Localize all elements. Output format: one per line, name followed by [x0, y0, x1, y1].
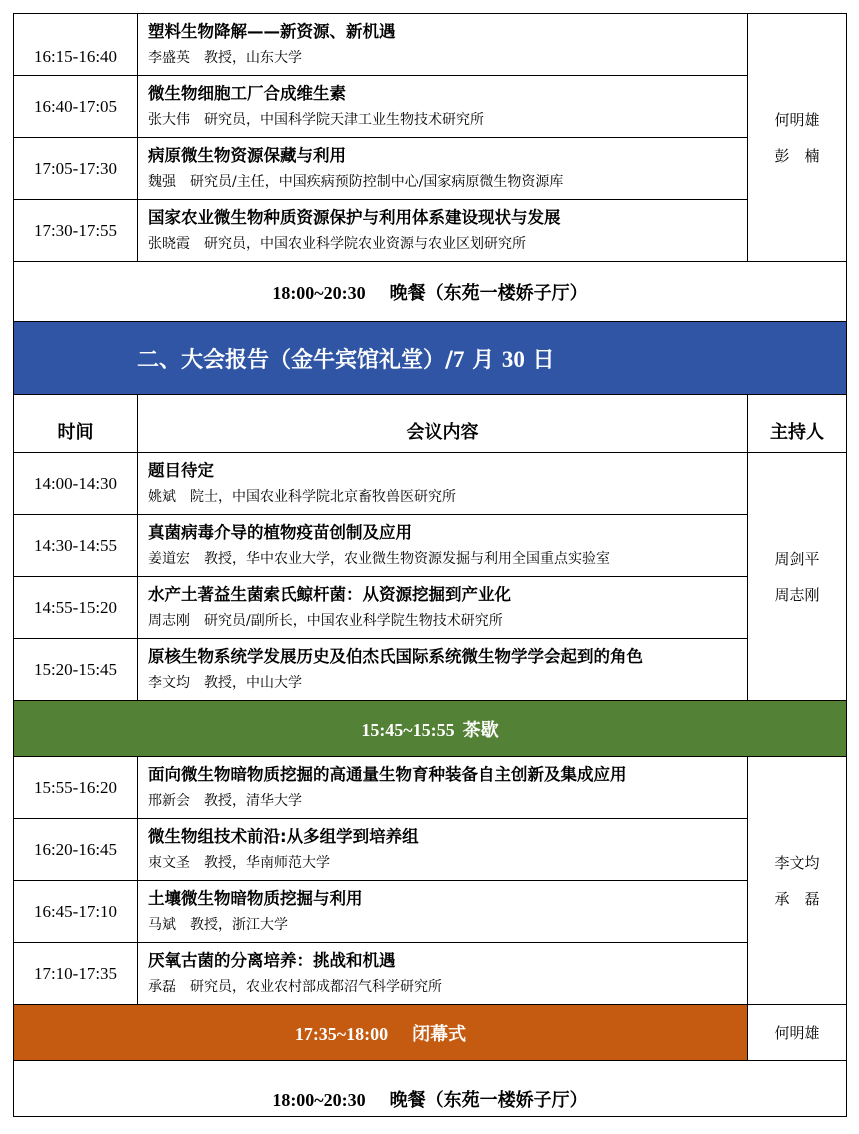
host-name: 承 磊 [774, 889, 820, 908]
host-name: 周剑平 [774, 549, 820, 568]
talk-title: 题目待定 [148, 460, 214, 480]
talk-speaker: 魏强 研究员/主任，中国疾病预防控制中心/国家病原微生物资源库 [148, 173, 564, 190]
closing-host: 何明雄 [748, 1005, 847, 1061]
host-cell [748, 14, 847, 262]
agenda-row [14, 14, 847, 76]
talk-cell [138, 453, 748, 515]
talk-cell [138, 515, 748, 577]
host-name: 彭 楠 [774, 146, 820, 165]
agenda-row [14, 76, 847, 138]
agenda-row [14, 757, 847, 819]
host-name: 李文均 [774, 853, 820, 872]
talk-speaker: 张晓霞 研究员，中国农业科学院农业资源与农业区划研究所 [148, 235, 526, 252]
talk-cell [138, 639, 748, 701]
talk-speaker: 周志刚 研究员/副所长，中国农业科学院生物技术研究所 [148, 612, 503, 629]
talk-title: 塑料生物降解——新资源、新机遇 [148, 21, 396, 41]
dinner-time: 18:00~20:30 [272, 1090, 366, 1110]
time-cell: 16:45-17:10 [14, 881, 138, 943]
header-host: 主持人 [748, 395, 847, 453]
time-cell: 14:55-15:20 [14, 577, 138, 639]
talk-speaker: 马斌 教授，浙江大学 [148, 916, 288, 933]
talk-speaker: 承磊 研究员，农业农村部成都沼气科学研究所 [148, 978, 442, 995]
talk-speaker: 李文均 教授，中山大学 [148, 674, 302, 691]
talk-cell [138, 881, 748, 943]
agenda-row [14, 200, 847, 262]
agenda-row [14, 453, 847, 515]
header-time: 时间 [14, 395, 138, 453]
talk-cell [138, 200, 748, 262]
dinner-band [14, 1061, 847, 1117]
talk-cell [138, 76, 748, 138]
section-row [14, 322, 847, 395]
closing-band [14, 1005, 748, 1061]
time-cell: 17:30-17:55 [14, 200, 138, 262]
header-content: 会议内容 [138, 395, 748, 453]
section-title: 二、大会报告（金牛宾馆礼堂）/7 月 30 日 [14, 322, 847, 395]
talk-title: 国家农业微生物种质资源保护与利用体系建设现状与发展 [148, 207, 561, 227]
tea-time: 15:45~15:55 [361, 719, 455, 740]
talk-title: 原核生物系统学发展历史及伯杰氏国际系统微生物学学会起到的角色 [148, 646, 643, 666]
talk-title: 微生物细胞工厂合成维生素 [148, 83, 346, 103]
talk-cell [138, 757, 748, 819]
talk-cell [138, 577, 748, 639]
talk-speaker: 朿文圣 教授，华南师范大学 [148, 854, 330, 871]
time-cell: 14:00-14:30 [14, 453, 138, 515]
talk-cell [138, 943, 748, 1005]
talk-cell [138, 14, 748, 76]
time-cell: 15:55-16:20 [14, 757, 138, 819]
agenda-row [14, 138, 847, 200]
column-header-row [14, 395, 847, 453]
closing-row [14, 1005, 847, 1061]
talk-title: 水产土著益生菌索氏鲸杆菌：从资源挖掘到产业化 [148, 584, 511, 604]
talk-speaker: 张大伟 研究员，中国科学院天津工业生物技术研究所 [148, 111, 484, 128]
time-cell: 14:30-14:55 [14, 515, 138, 577]
dinner-row [14, 262, 847, 322]
talk-title: 病原微生物资源保藏与利用 [148, 145, 346, 165]
time-cell: 16:40-17:05 [14, 76, 138, 138]
closing-time: 17:35~18:00 [294, 1023, 389, 1044]
talk-speaker: 姜道宏 教授，华中农业大学，农业微生物资源发掘与利用全国重点实验室 [148, 550, 610, 567]
tea-break-band [14, 701, 847, 757]
talk-title: 面向微生物暗物质挖掘的高通量生物育种装备自主创新及集成应用 [148, 764, 627, 784]
talk-title: 土壤微生物暗物质挖掘与利用 [148, 888, 363, 908]
talk-cell [138, 138, 748, 200]
agenda-row [14, 577, 847, 639]
dinner-label: 晚餐（东苑一楼娇子厅） [389, 282, 588, 304]
time-cell: 15:20-15:45 [14, 639, 138, 701]
host-name: 何明雄 [774, 110, 820, 129]
time-cell: 16:15-16:40 [14, 14, 138, 76]
host-cell [748, 757, 847, 1005]
talk-title: 厌氧古菌的分离培养：挑战和机遇 [148, 950, 396, 970]
agenda-sheet [13, 13, 846, 1117]
talk-cell [138, 819, 748, 881]
talk-speaker: 邢新会 教授，清华大学 [148, 792, 302, 809]
dinner-label: 晚餐（东苑一楼娇子厅） [389, 1090, 588, 1111]
talk-speaker: 姚斌 院士，中国农业科学院北京畜牧兽医研究所 [148, 488, 456, 505]
talk-title: 微生物组技术前沿:从多组学到培养组 [148, 826, 419, 846]
time-cell: 17:05-17:30 [14, 138, 138, 200]
time-cell: 17:10-17:35 [14, 943, 138, 1005]
closing-label: 闭幕式 [412, 1023, 467, 1045]
host-cell [748, 453, 847, 701]
agenda-row [14, 881, 847, 943]
dinner-row [14, 1061, 847, 1117]
host-name: 周志刚 [774, 585, 820, 604]
agenda-row [14, 819, 847, 881]
talk-title: 真菌病毒介导的植物疫苗创制及应用 [148, 522, 412, 542]
agenda-row [14, 515, 847, 577]
agenda-table [13, 13, 847, 1117]
agenda-row [14, 943, 847, 1005]
tea-label: 茶歇 [462, 719, 499, 741]
dinner-time: 18:00~20:30 [272, 282, 366, 303]
talk-speaker: 李盛英 教授，山东大学 [148, 49, 302, 66]
dinner-band [14, 262, 847, 322]
time-cell: 16:20-16:45 [14, 819, 138, 881]
agenda-row [14, 639, 847, 701]
tea-break-row [14, 701, 847, 757]
